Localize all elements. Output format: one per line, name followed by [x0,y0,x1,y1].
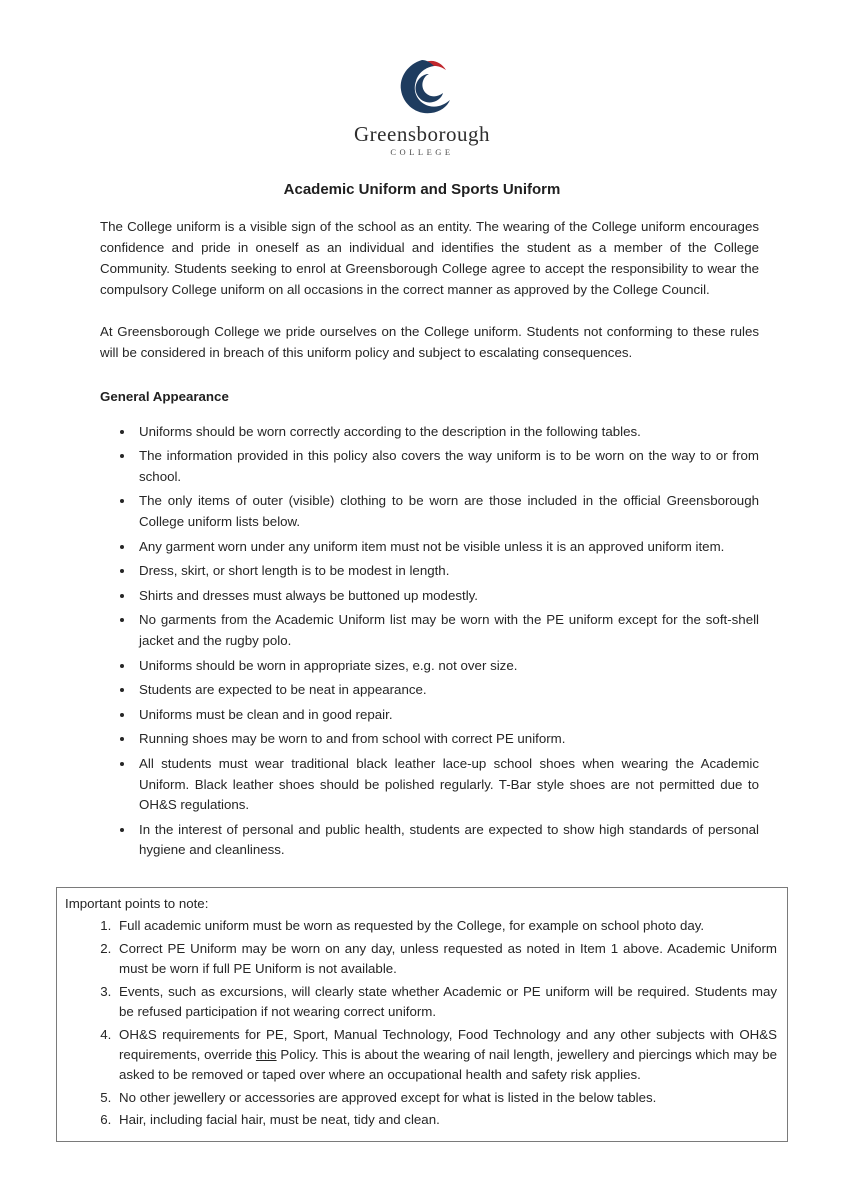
list-item: • In the interest of personal and public health, students are expected to show high standards of personal hygiene and cleanliness. [135,820,759,861]
list-item: • All students must wear traditional black leather lace-up school shoes when wearing the Academic Uniform. Black leather shoes should be polished regularly. T-Bar style shoes are not permitted due to OH&S regulations. [135,754,759,816]
logo-name: Greensborough [354,122,490,146]
general-appearance-list [100,422,759,862]
document-title: Academic Uniform and Sports Uniform [283,180,561,198]
list-item: • The only items of outer (visible) clothing to be worn are those included in the official Greensborough College uniform lists below. [135,491,759,532]
intro-paragraph-1: The College uniform is a visible sign of the school as an entity. The wearing of the College uniform encourages confidence and pride in oneself as an individual and identifies the student as a member of the College Community. Students seeking to enrol at Greensborough College agree to accept the responsibility to wear the compulsory College uniform on all occasions in the correct manner as approved by the College Council. [100,218,759,297]
list-item: 2. Correct PE Uniform may be worn on any day, unless requested as noted in Item 1 above. Academic Uniform must be worn if full PE Uniform is not available. [115,939,777,979]
list-item: 5. No other jewellery or accessories are approved except for what is listed in the below tables. [115,1088,777,1108]
important-points-box [56,887,788,1142]
list-item: 6. Hair, including facial hair, must be neat, tidy and clean. [115,1110,777,1130]
list-item: • The information provided in this policy also covers the way uniform is to be worn on the way to or from school. [135,446,759,487]
important-points-heading: Important points to note: [65,896,209,912]
list-item: • Uniforms must be clean and in good repair. [135,705,759,726]
swan-logo-icon [391,58,453,116]
intro-paragraph-2: At Greensborough College we pride ourselves on the College uniform. Students not conforming to these rules will be considered in breach of this uniform policy and subject to escalating consequences. [100,323,759,360]
list-item: • Uniforms should be worn in appropriate sizes, e.g. not over size. [135,656,759,677]
list-item: • Shirts and dresses must always be buttoned up modestly. [135,586,759,607]
college-logo [0,58,844,157]
list-item: 3. Events, such as excursions, will clearly state whether Academic or PE uniform will be required. Students may be refused participation if not wearing correct uniform. [115,982,777,1022]
logo-subtitle: COLLEGE [390,147,454,157]
general-appearance-heading: General Appearance [100,388,229,404]
list-item: 1. Full academic uniform must be worn as requested by the College, for example on school photo day. [115,916,777,936]
important-points-list [63,916,777,1130]
list-item: • Dress, skirt, or short length is to be modest in length. [135,561,759,582]
list-item: 4. OH&S requirements for PE, Sport, Manual Technology, Food Technology and any other subjects with OH&S requirements, override this Policy. This is about the wearing of nail length, jewellery and piercings which may be asked to be removed or taped over where an occupational health and safety risk applies. [115,1025,777,1085]
list-item: • Uniforms should be worn correctly according to the description in the following tables. [135,422,759,443]
list-item: • No garments from the Academic Uniform list may be worn with the PE uniform except for the soft-shell jacket and the rugby polo. [135,610,759,651]
list-item: • Running shoes may be worn to and from school with correct PE uniform. [135,729,759,750]
list-item: • Students are expected to be neat in appearance. [135,680,759,701]
list-item: • Any garment worn under any uniform item must not be visible unless it is an approved uniform item. [135,537,759,558]
